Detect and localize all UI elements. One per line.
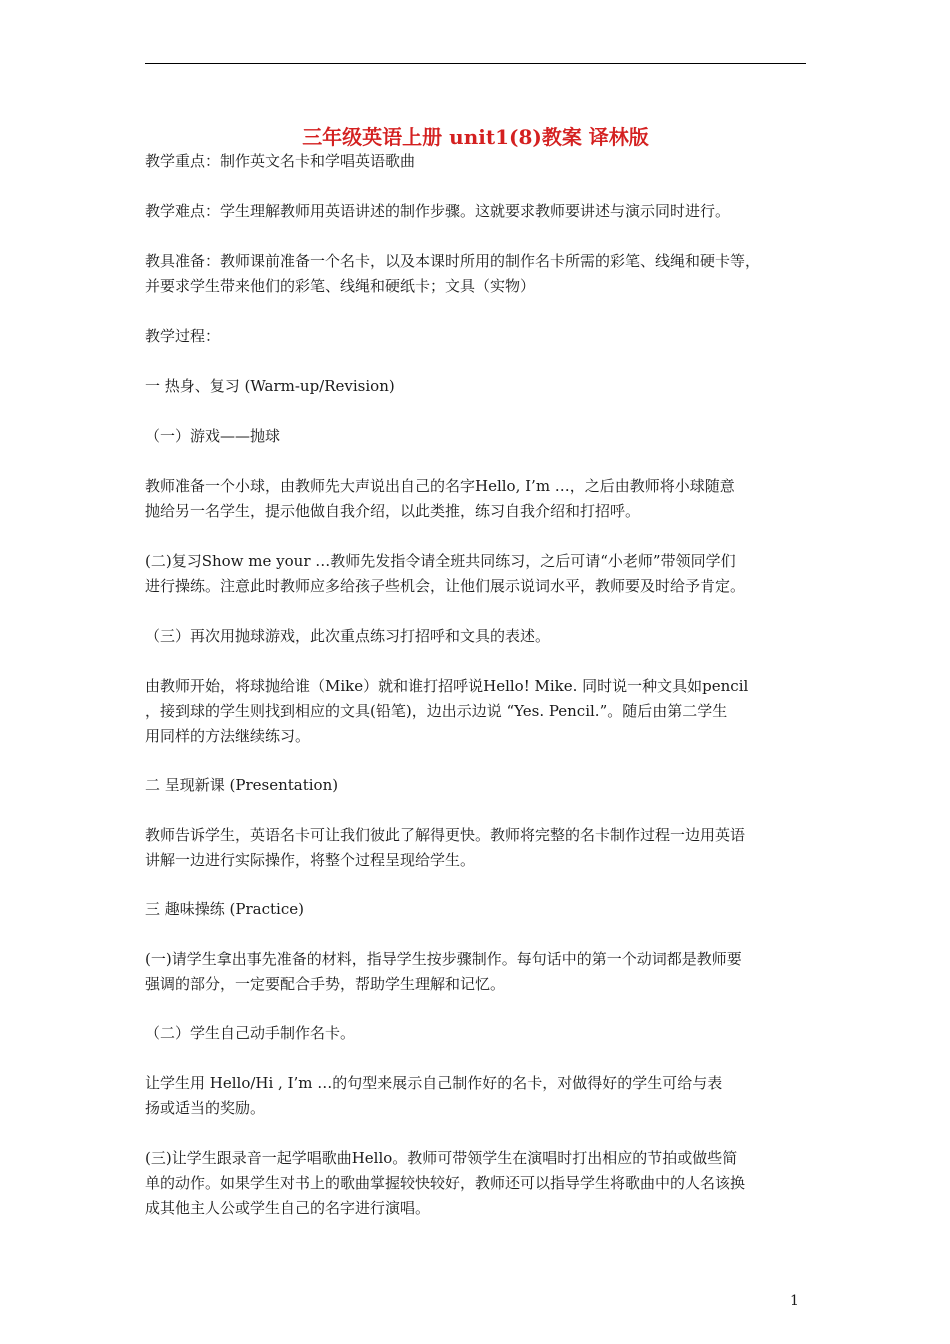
paragraph-line: 讲解一边进行实际操作，将整个过程呈现给学生。 (145, 851, 476, 869)
paragraph-line: 进行操练。注意此时教师应多给孩子些机会，让他们展示说词水平，教师要及时给予肯定。 (145, 577, 746, 595)
subsection-heading-game (145, 424, 810, 449)
paragraph-line: 一 热身、复习 (Warm-up/Revision) (145, 377, 395, 395)
paragraph-line: 用同样的方法继续练习。 (145, 727, 311, 745)
paragraph-ball-game (145, 474, 810, 524)
paragraph-line: 让学生用 Hello/Hi , I’m …的句型来展示自己制作好的名卡，对做得好的学生可给与表 (145, 1074, 723, 1092)
paragraph-line: 教学难点：学生理解教师用英语讲述的制作步骤。这就要求教师要讲述与演示同时进行。 (145, 202, 731, 220)
paragraph-materials (145, 249, 810, 299)
subsection-heading-ball-again (145, 624, 810, 649)
paragraph-show-card (145, 1071, 810, 1121)
paragraph-line: (三)让学生跟录音一起学唱歌曲Hello。教师可带领学生在演唱时打出相应的节拍或做些简 (145, 1149, 738, 1167)
paragraph-teacher-start (145, 674, 810, 749)
header-rule (145, 63, 806, 64)
paragraph-line: (二)复习Show me your …教师先发指令请全班共同练习，之后可请“小老师”带领同学们 (145, 552, 736, 570)
paragraph-key-points (145, 149, 810, 174)
paragraph-line: 二 呈现新课 (Presentation) (145, 776, 339, 794)
section-heading-practice (145, 897, 810, 922)
paragraph-line: 由教师开始，将球抛给谁（Mike）就和谁打招呼说Hello! Mike. 同时说一种文具如pencil (145, 677, 749, 695)
paragraph-line: （三）再次用抛球游戏，此次重点练习打招呼和文具的表述。 (145, 627, 551, 645)
paragraph-difficulties (145, 199, 810, 224)
section-heading-warmup (145, 374, 810, 399)
paragraph-line: 教学过程： (145, 327, 221, 345)
paragraph-line: 成其他主人公或学生自己的名字进行演唱。 (145, 1199, 431, 1217)
paragraph-line: 扬或适当的奖励。 (145, 1099, 266, 1117)
paragraph-line: 单的动作。如果学生对书上的歌曲掌握较快较好，教师还可以指导学生将歌曲中的人名该换 (145, 1174, 746, 1192)
paragraph-line: 教具准备：教师课前准备一个名卡，以及本课时所用的制作名卡所需的彩笔、线绳和硬卡等， (145, 252, 761, 270)
paragraph-practice-steps (145, 947, 810, 997)
paragraph-presentation (145, 823, 810, 873)
paragraph-line: ，接到球的学生则找到相应的文具(铅笔)，边出示边说 “Yes. Pencil.”。随后由第二学生 (145, 702, 728, 720)
paragraph-line: 三 趣味操练 (Practice) (145, 900, 304, 918)
paragraph-line: （一）游戏——抛球 (145, 427, 281, 445)
paragraph-line: 并要求学生带来他们的彩笔、线绳和硬纸卡；文具（实物） (145, 277, 536, 295)
paragraph-line: 抛给另一名学生，提示他做自我介绍，以此类推，练习自我介绍和打招呼。 (145, 502, 641, 520)
paragraph-line: 教学重点：制作英文名卡和学唱英语歌曲 (145, 152, 416, 170)
section-heading-presentation (145, 773, 810, 798)
subsection-heading-make-card (145, 1021, 810, 1046)
paragraph-process-heading (145, 324, 810, 349)
document-title: 三年级英语上册 unit1(8)教案 译林版 (302, 125, 649, 149)
paragraph-line: 强调的部分，一定要配合手势，帮助学生理解和记忆。 (145, 975, 506, 993)
paragraph-line: 教师告诉学生，英语名卡可让我们彼此了解得更快。教师将完整的名卡制作过程一边用英语 (145, 826, 746, 844)
paragraph-review (145, 549, 810, 599)
paragraph-line: （二）学生自己动手制作名卡。 (145, 1024, 356, 1042)
paragraph-line: 教师准备一个小球，由教师先大声说出自己的名字Hello, I’m …，之后由教师将小球随意 (145, 477, 735, 495)
paragraph-song (145, 1146, 810, 1221)
paragraph-line: (一)请学生拿出事先准备的材料，指导学生按步骤制作。每句话中的第一个动词都是教师要 (145, 950, 742, 968)
page-number: 1 (790, 1293, 799, 1309)
